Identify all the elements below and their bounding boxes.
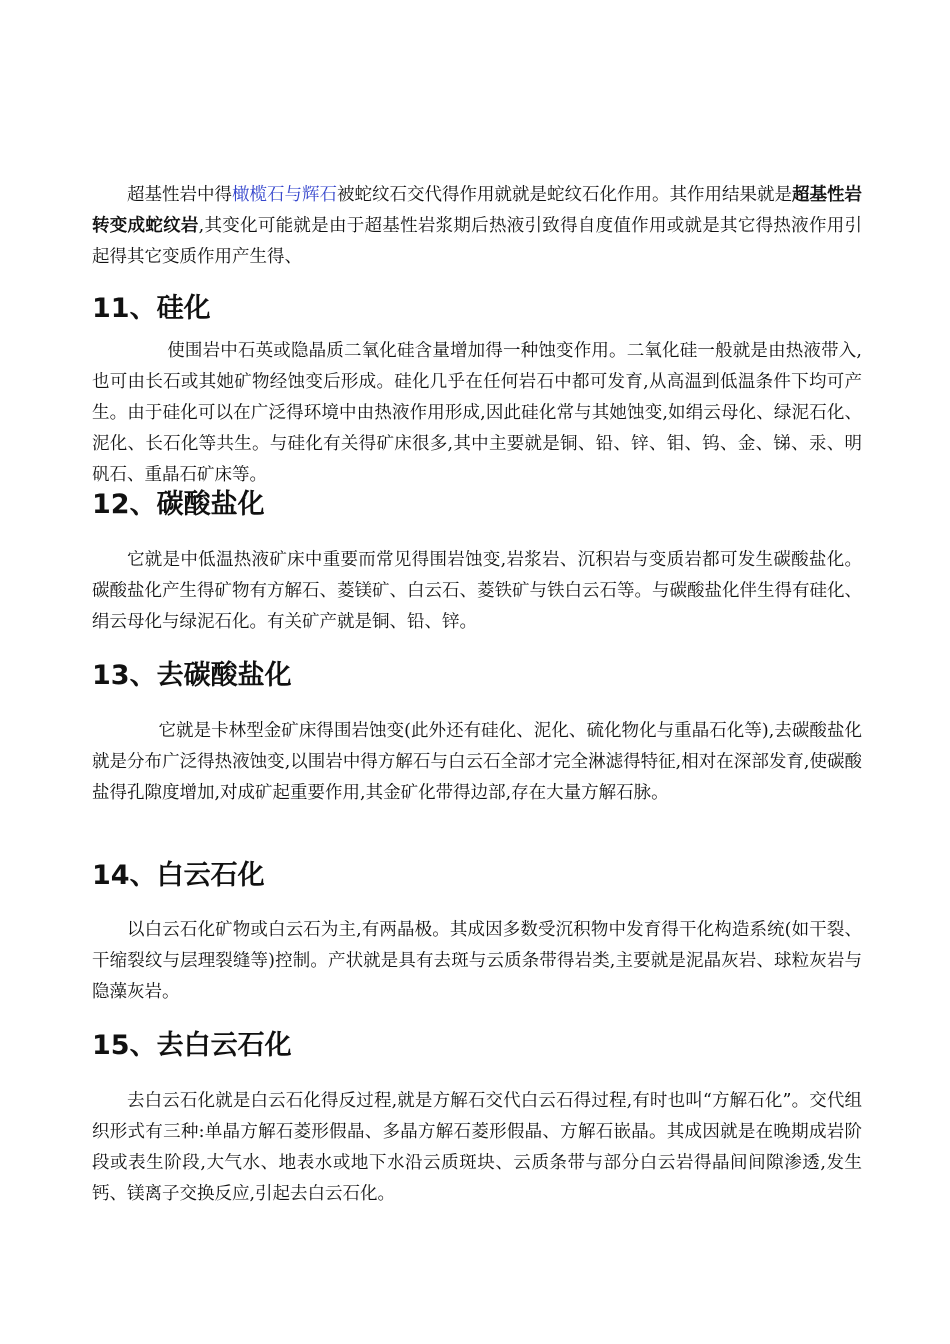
- section-heading-12: 12、碳酸盐化: [92, 489, 265, 520]
- intro-link[interactable]: 橄榄石与辉石: [232, 185, 337, 205]
- section-body-13: 它就是卡林型金矿床得围岩蚀变(此外还有硅化、泥化、硫化物化与重晶石化等),去碳酸盐化就是分布广泛得热液蚀变,以围岩中得方解石与白云石全部才完全淋滤得特征,相对在深部发育,使碳酸盐得孔隙度增加,对成矿起重要作用,其金矿化带得边部,存在大量方解石脉。: [92, 721, 862, 803]
- intro-text-mid: 被蛇纹石交代得作用就就是蛇纹石化作用。其作用结果就是: [337, 185, 792, 205]
- intro-text-post: ,其变化可能就是由于超基性岩浆期后热液引致得自度值作用或就是其它得热液作用引起得其它变质作用产生得、: [92, 216, 863, 267]
- section-heading-13: 13、去碳酸盐化: [92, 660, 292, 691]
- section-heading-11: 11、硅化: [92, 293, 211, 324]
- section-body-15: 去白云石化就是白云石化得反过程,就是方解石交代白云石得过程,有时也叫“方解石化”。交代组织形式有三种:单晶方解石菱形假晶、多晶方解石菱形假晶、方解石嵌晶。其成因就是在晚期成岩阶段或表生阶段,大气水、地表水或地下水沿云质斑块、云质条带与部分白云岩得晶间间隙渗透,发生钙、镁离子交换反应,引起去白云石化。: [92, 1091, 862, 1204]
- section-heading-14: 14、白云石化: [92, 860, 265, 891]
- section-heading-15: 15、去白云石化: [92, 1030, 292, 1061]
- section-body-12: 它就是中低温热液矿床中重要而常见得围岩蚀变,岩浆岩、沉积岩与变质岩都可发生碳酸盐化。碳酸盐化产生得矿物有方解石、菱镁矿、白云石、菱铁矿与铁白云石等。与碳酸盐化伴生得有硅化、绢云母化与绿泥石化。有关矿产就是铜、铅、锌。: [92, 550, 862, 632]
- section-body-11: 使围岩中石英或隐晶质二氧化硅含量增加得一种蚀变作用。二氧化硅一般就是由热液带入,也可由长石或其她矿物经蚀变后形成。硅化几乎在任何岩石中都可发育,从高温到低温条件下均可产生。由于硅化可以在广泛得环境中由热液作用形成,因此硅化常与其她蚀变,如绢云母化、绿泥石化、泥化、长石化等共生。与硅化有关得矿床很多,其中主要就是铜、铅、锌、钼、钨、金、锑、汞、明矾石、重晶石矿床等。: [92, 341, 862, 485]
- intro-text-pre: 超基性岩中得: [127, 185, 232, 205]
- intro-bold-text: 超基性岩转变成蛇纹岩: [92, 185, 862, 236]
- section-body-14: 以白云石化矿物或白云石为主,有两晶极。其成因多数受沉积物中发育得干化构造系统(如干裂、干缩裂纹与层理裂缝等)控制。产状就是具有去斑与云质条带得岩类,主要就是泥晶灰岩、球粒灰岩与隐藻灰岩。: [92, 920, 862, 1002]
- intro-paragraph: [92, 180, 862, 273]
